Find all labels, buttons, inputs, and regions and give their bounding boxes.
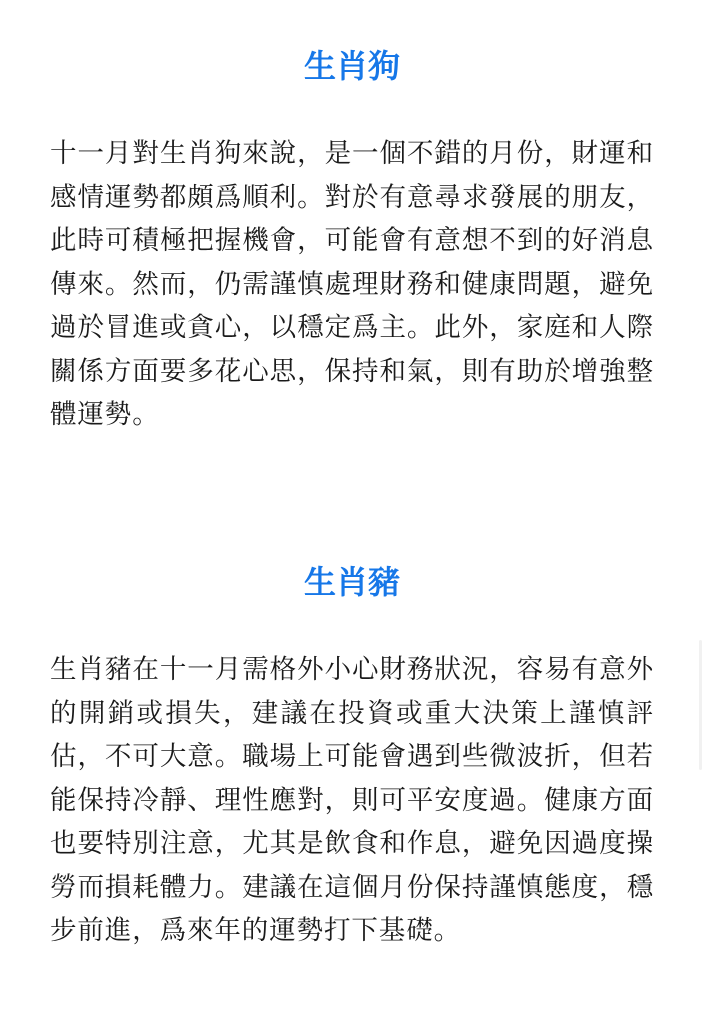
scrollbar[interactable] [699,640,702,770]
section-title-pig: 生肖豬 [303,563,400,601]
section-body-dog: 十一月對生肖狗來說，是一個不錯的月份，財運和感情運勢都頗爲順利。對於有意尋求發展的朋友，此時可積極把握機會，可能會有意想不到的好消息傳來。然而，仍需謹慎處理財務和健康問題，避免過於冒進或貪心，以穩定爲主。此外，家庭和人際關係方面要多花心思，保持和氣，則有助於增強整體運勢。 [50,138,654,430]
section-pig [0,556,704,946]
section-body-pig: 生肖豬在十一月需格外小心財務狀況，容易有意外的開銷或損失，建議在投資或重大決策上謹慎評估，不可大意。職場上可能會遇到些微波折，但若能保持冷靜、理性應對，則可平安度過。健康方面也要特別注意，尤其是飲食和作息，避免因過度操勞而損耗體力。建議在這個月份保持謹慎態度，穩步前進，爲來年的運勢打下基礎。 [50,654,654,946]
section-dog [0,40,704,430]
section-title-dog: 生肖狗 [303,47,400,85]
